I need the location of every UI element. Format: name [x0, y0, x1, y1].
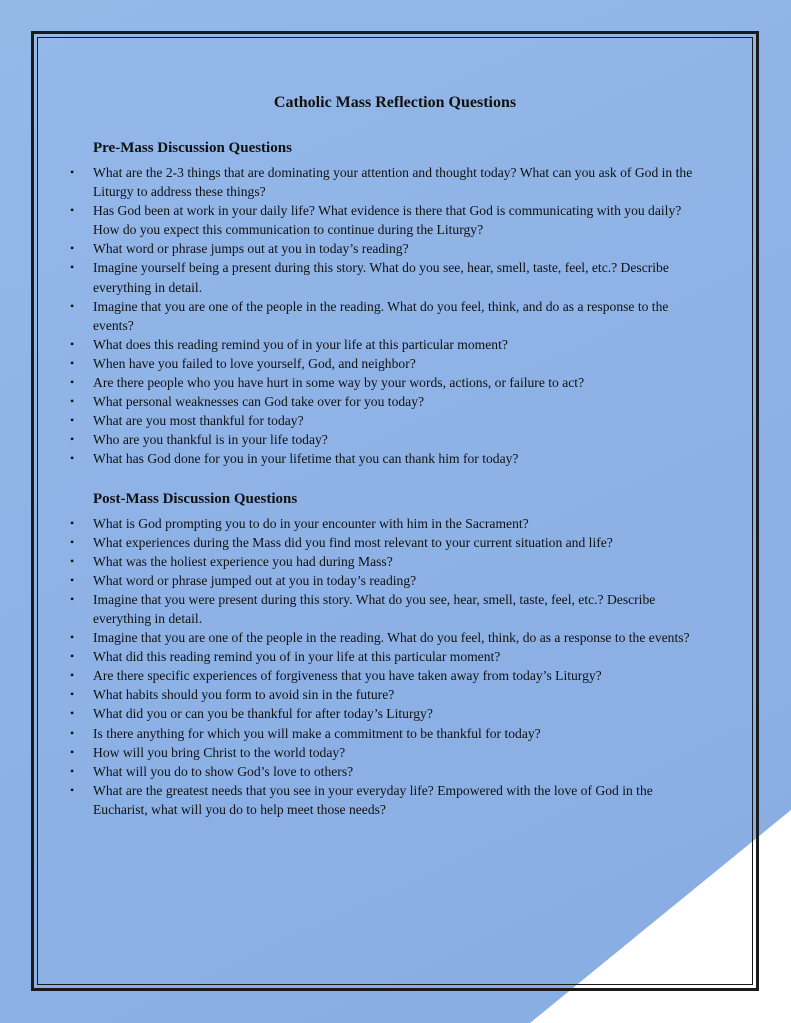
question-item [70, 392, 710, 411]
bullet-icon: • [70, 630, 75, 645]
question-text: Are there specific experiences of forgiveness that you have taken away from today’s Liturgy? [93, 668, 602, 684]
bullet-icon: • [70, 782, 75, 797]
question-text: Imagine that you are one of the people in the reading. What do you feel, think, do as a response to the events? [93, 630, 690, 646]
question-text: What personal weaknesses can God take over for you today? [93, 394, 425, 410]
bullet-icon: • [70, 725, 75, 740]
bullet-icon: • [70, 572, 75, 587]
question-text: What did you or can you be thankful for after today’s Liturgy? [93, 706, 433, 722]
question-text: What are the greatest needs that you see in your everyday life? Empowered with the love of God in the Eucharist, what will you do to help meet those needs? [93, 782, 653, 817]
bullet-icon: • [70, 394, 75, 409]
question-item [70, 666, 710, 685]
bullet-icon: • [70, 451, 75, 466]
question-item [70, 354, 710, 373]
question-text: When have you failed to love yourself, God, and neighbor? [93, 355, 416, 371]
question-text: Is there anything for which you will make a commitment to be thankful for today? [93, 725, 541, 741]
pre-mass-heading: Pre-Mass Discussion Questions [93, 140, 292, 156]
question-item [70, 685, 710, 704]
question-item [70, 781, 710, 819]
question-item [70, 373, 710, 392]
bullet-icon: • [70, 649, 75, 664]
question-text: How will you bring Christ to the world today? [93, 744, 346, 760]
question-item [70, 258, 710, 296]
question-text: What does this reading remind you of in your life at this particular moment? [93, 336, 508, 352]
question-text: What was the holiest experience you had during Mass? [93, 553, 393, 569]
question-item [70, 762, 710, 781]
bullet-icon: • [70, 203, 75, 218]
bullet-icon: • [70, 534, 75, 549]
bullet-icon: • [70, 515, 75, 530]
question-item [70, 335, 710, 354]
question-item [70, 297, 710, 335]
question-item [70, 239, 710, 258]
bullet-icon: • [70, 298, 75, 313]
bullet-icon: • [70, 165, 75, 179]
question-item [70, 571, 710, 590]
bullet-icon: • [70, 553, 75, 568]
question-item [70, 724, 710, 743]
question-text: What will you do to show God’s love to others? [93, 763, 354, 779]
question-item [70, 647, 710, 666]
question-item [70, 590, 710, 628]
question-item [70, 514, 710, 533]
post-mass-question-list [70, 514, 710, 820]
question-text: What experiences during the Mass did you find most relevant to your current situation and life? [93, 534, 613, 550]
pre-mass-question-list [70, 163, 710, 469]
question-text: Has God been at work in your daily life? What evidence is there that God is communicating with you daily? How do you expect this communication to continue during the Liturgy? [93, 203, 682, 238]
bullet-icon: • [70, 706, 75, 721]
question-item [70, 533, 710, 552]
bullet-icon: • [70, 668, 75, 683]
question-item [70, 552, 710, 571]
bullet-icon: • [70, 591, 75, 606]
bullet-icon: • [70, 413, 75, 428]
bullet-icon: • [70, 744, 75, 759]
question-text: Imagine yourself being a present during this story. What do you see, hear, smell, taste, feel, etc.? Describe everything in detail. [93, 260, 669, 295]
question-text: What word or phrase jumps out at you in today’s reading? [93, 241, 409, 257]
bullet-icon: • [70, 763, 75, 778]
question-text: What word or phrase jumped out at you in today’s reading? [93, 572, 417, 588]
question-item [70, 163, 710, 201]
question-item [70, 704, 710, 723]
question-text: What are you most thankful for today? [93, 413, 304, 429]
document-body [70, 92, 710, 819]
question-text: What is God prompting you to do in your encounter with him in the Sacrament? [93, 515, 529, 531]
question-item [70, 743, 710, 762]
bullet-icon: • [70, 375, 75, 390]
question-item [70, 430, 710, 449]
document-title: Catholic Mass Reflection Questions [273, 94, 517, 111]
question-text: Imagine that you are one of the people in the reading. What do you feel, think, and do as a response to the events? [93, 298, 669, 333]
question-text: Imagine that you were present during this story. What do you see, hear, smell, taste, feel, etc.? Describe everything in detail. [93, 591, 656, 626]
question-text: What habits should you form to avoid sin in the future? [93, 687, 395, 703]
bullet-icon: • [70, 432, 75, 447]
question-item [70, 201, 710, 239]
post-mass-heading: Post-Mass Discussion Questions [93, 490, 298, 507]
question-item [70, 449, 710, 468]
question-item [70, 628, 710, 647]
question-text: What did this reading remind you of in your life at this particular moment? [93, 649, 501, 665]
question-item [70, 411, 710, 430]
question-text: What has God done for you in your lifetime that you can thank him for today? [93, 451, 519, 467]
bullet-icon: • [70, 355, 75, 370]
bullet-icon: • [70, 336, 75, 351]
question-text: What are the 2-3 things that are dominating your attention and thought today? What can you ask of God in the Liturgy to address these things? [93, 165, 693, 200]
bullet-icon: • [70, 260, 75, 275]
bullet-icon: • [70, 241, 75, 256]
question-text: Are there people who you have hurt in some way by your words, actions, or failure to act? [93, 375, 585, 391]
bullet-icon: • [70, 687, 75, 702]
question-text: Who are you thankful is in your life today? [93, 432, 328, 448]
